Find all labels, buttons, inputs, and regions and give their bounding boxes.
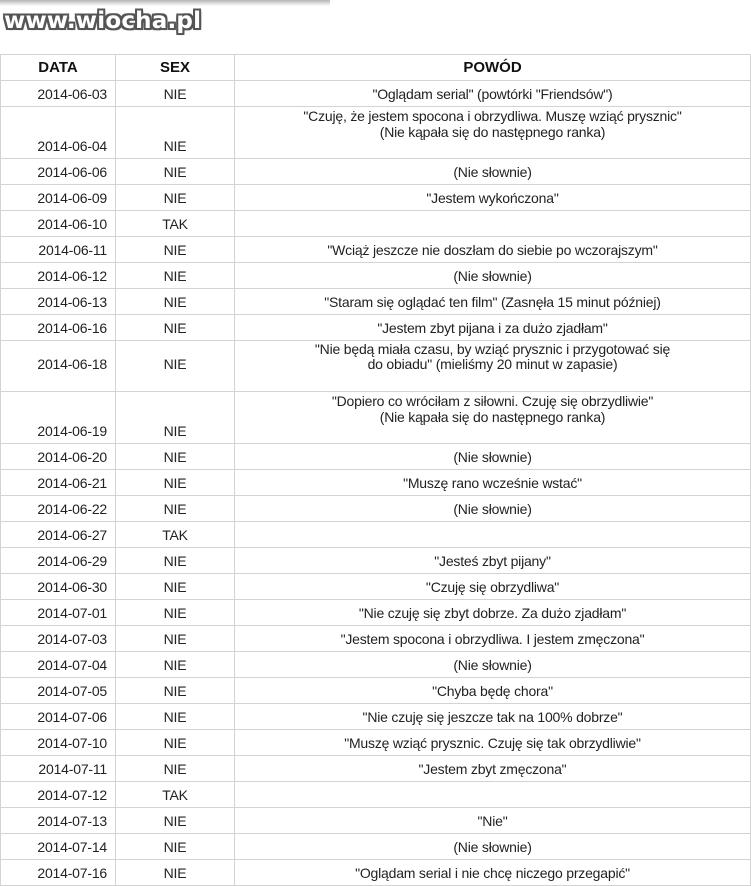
cell-reason: [235, 81, 751, 107]
cell-date: 2014-07-12: [1, 782, 116, 808]
reason-text: "Czuję się obrzydliwa": [425, 578, 560, 595]
reason-text: "Nie": [477, 812, 508, 829]
table-row: [1, 834, 751, 860]
cell-date: 2014-07-06: [1, 704, 116, 730]
table-row: [1, 730, 751, 756]
cell-date: 2014-07-03: [1, 626, 116, 652]
table-row: [1, 704, 751, 730]
table-row: [1, 782, 751, 808]
table-row: [1, 678, 751, 704]
cell-sex: NIE: [116, 185, 235, 211]
reason-text: "Nie będą miała czasu, by wziąć prysznic i przygotować się do obiadu" (mieliśmy 20 minut w zapasie): [314, 341, 671, 372]
cell-date: 2014-06-22: [1, 496, 116, 522]
cell-sex: NIE: [116, 315, 235, 341]
log-table: [0, 54, 751, 886]
reason-text: "Muszę rano wcześnie wstać": [403, 474, 582, 491]
cell-date: 2014-06-19: [1, 392, 116, 444]
cell-reason: [235, 237, 751, 263]
cell-reason: [235, 470, 751, 496]
reason-text: "Jestem wykończona": [426, 189, 559, 206]
reason-text: "Wciąż jeszcze nie doszłam do siebie po wczorajszym": [327, 241, 658, 258]
cell-date: 2014-06-09: [1, 185, 116, 211]
table-row: [1, 159, 751, 185]
cell-reason: [235, 444, 751, 470]
table-row: [1, 496, 751, 522]
cell-sex: NIE: [116, 548, 235, 574]
cell-reason: [235, 730, 751, 756]
cell-sex: NIE: [116, 652, 235, 678]
cell-reason: [235, 574, 751, 600]
cell-date: 2014-07-10: [1, 730, 116, 756]
cell-reason: [235, 522, 751, 548]
cell-reason: [235, 652, 751, 678]
cell-sex: NIE: [116, 107, 235, 159]
cell-reason: [235, 782, 751, 808]
cell-sex: NIE: [116, 626, 235, 652]
cell-sex: NIE: [116, 756, 235, 782]
reason-text: (Nie słownie): [453, 267, 532, 284]
table-row: [1, 808, 751, 834]
cell-sex: NIE: [116, 730, 235, 756]
cell-sex: NIE: [116, 341, 235, 392]
cell-date: 2014-06-30: [1, 574, 116, 600]
cell-reason: [235, 834, 751, 860]
cell-date: 2014-07-04: [1, 652, 116, 678]
cell-sex: NIE: [116, 81, 235, 107]
cell-date: 2014-06-04: [1, 107, 116, 159]
table-row: [1, 392, 751, 444]
cell-date: 2014-07-01: [1, 600, 116, 626]
cell-reason: [235, 860, 751, 886]
cell-reason: [235, 263, 751, 289]
cell-date: 2014-06-11: [1, 237, 116, 263]
cell-reason: [235, 289, 751, 315]
table-row: [1, 444, 751, 470]
cell-sex: NIE: [116, 470, 235, 496]
cropped-header-edge: [0, 0, 330, 6]
reason-text: "Czuję, że jestem spocona i obrzydliwa. Muszę wziąć prysznic" (Nie kąpała się do następnego ranka): [303, 108, 682, 140]
reason-text: "Jestem zbyt pijana i za dużo zjadłam": [377, 319, 608, 336]
cell-reason: [235, 211, 751, 237]
reason-text: "Jestem spocona i obrzydliwa. I jestem zmęczona": [340, 630, 645, 647]
cell-sex: NIE: [116, 600, 235, 626]
cell-date: 2014-07-13: [1, 808, 116, 834]
cell-reason: [235, 704, 751, 730]
header-reason: POWÓD: [235, 55, 751, 81]
reason-text: "Oglądam serial i nie chcę niczego przegapić": [355, 864, 630, 881]
cell-reason: [235, 678, 751, 704]
site-watermark: www.wiocha.pl: [4, 8, 202, 34]
cell-sex: NIE: [116, 263, 235, 289]
table-row: [1, 315, 751, 341]
header-row: [1, 55, 751, 81]
cell-date: 2014-06-13: [1, 289, 116, 315]
cell-date: 2014-06-27: [1, 522, 116, 548]
cell-reason: [235, 496, 751, 522]
table-row: [1, 107, 751, 159]
cell-reason: [235, 315, 751, 341]
cell-reason: [235, 107, 751, 159]
table-row: [1, 522, 751, 548]
table-row: [1, 341, 751, 392]
cell-sex: NIE: [116, 237, 235, 263]
reason-text: "Dopiero co wróciłam z siłowni. Czuję się obrzydliwie" (Nie kąpała się do następnego ranka): [331, 393, 654, 425]
cell-reason: [235, 808, 751, 834]
cell-reason: [235, 341, 751, 392]
header-date: DATA: [1, 55, 116, 81]
cell-date: 2014-06-16: [1, 315, 116, 341]
table-row: [1, 185, 751, 211]
reason-text: "Oglądam serial" (powtórki "Friendsów"): [372, 85, 613, 102]
cell-date: 2014-06-18: [1, 341, 116, 392]
reason-text: (Nie słownie): [453, 656, 532, 673]
cell-sex: NIE: [116, 496, 235, 522]
cell-reason: [235, 159, 751, 185]
cell-reason: [235, 185, 751, 211]
reason-text: (Nie słownie): [453, 448, 532, 465]
cell-reason: [235, 626, 751, 652]
cell-date: 2014-07-16: [1, 860, 116, 886]
cell-sex: TAK: [116, 782, 235, 808]
table-row: [1, 548, 751, 574]
header-sex: SEX: [116, 55, 235, 81]
table-row: [1, 211, 751, 237]
table-row: [1, 289, 751, 315]
table-row: [1, 652, 751, 678]
cell-date: 2014-06-10: [1, 211, 116, 237]
cell-sex: NIE: [116, 860, 235, 886]
reason-text: (Nie słownie): [453, 838, 532, 855]
reason-text: (Nie słownie): [453, 500, 532, 517]
table-row: [1, 81, 751, 107]
cell-sex: NIE: [116, 678, 235, 704]
reason-text: "Nie czuję się jeszcze tak na 100% dobrze": [362, 708, 623, 725]
table-row: [1, 237, 751, 263]
cell-sex: NIE: [116, 574, 235, 600]
table-row: [1, 574, 751, 600]
cell-date: 2014-06-03: [1, 81, 116, 107]
cell-date: 2014-06-29: [1, 548, 116, 574]
cell-date: 2014-06-06: [1, 159, 116, 185]
cell-sex: TAK: [116, 522, 235, 548]
reason-text: "Jestem zbyt zmęczona": [418, 760, 567, 777]
cell-date: 2014-07-11: [1, 756, 116, 782]
reason-text: "Staram się oglądać ten film" (Zasnęła 15 minut później): [324, 293, 661, 310]
cell-reason: [235, 548, 751, 574]
cell-sex: NIE: [116, 834, 235, 860]
table-row: [1, 756, 751, 782]
cell-reason: [235, 392, 751, 444]
cell-date: 2014-06-12: [1, 263, 116, 289]
cell-date: 2014-06-20: [1, 444, 116, 470]
table-row: [1, 626, 751, 652]
reason-text: "Nie czuję się zbyt dobrze. Za dużo zjadłam": [358, 604, 627, 621]
cell-date: 2014-06-21: [1, 470, 116, 496]
table-row: [1, 600, 751, 626]
table-row: [1, 860, 751, 886]
cell-reason: [235, 600, 751, 626]
table-row: [1, 263, 751, 289]
cell-sex: TAK: [116, 211, 235, 237]
cell-date: 2014-07-14: [1, 834, 116, 860]
log-table-body: [1, 81, 751, 886]
cell-sex: NIE: [116, 444, 235, 470]
cell-sex: NIE: [116, 808, 235, 834]
cell-reason: [235, 756, 751, 782]
cell-sex: NIE: [116, 704, 235, 730]
reason-text: "Chyba będę chora": [432, 682, 553, 699]
cell-sex: NIE: [116, 289, 235, 315]
table-row: [1, 470, 751, 496]
reason-text: "Muszę wziąć prysznic. Czuję się tak obrzydliwie": [344, 734, 641, 751]
reason-text: "Jesteś zbyt pijany": [434, 552, 551, 569]
cell-sex: NIE: [116, 159, 235, 185]
cell-date: 2014-07-05: [1, 678, 116, 704]
cell-sex: NIE: [116, 392, 235, 444]
reason-text: (Nie słownie): [453, 163, 532, 180]
